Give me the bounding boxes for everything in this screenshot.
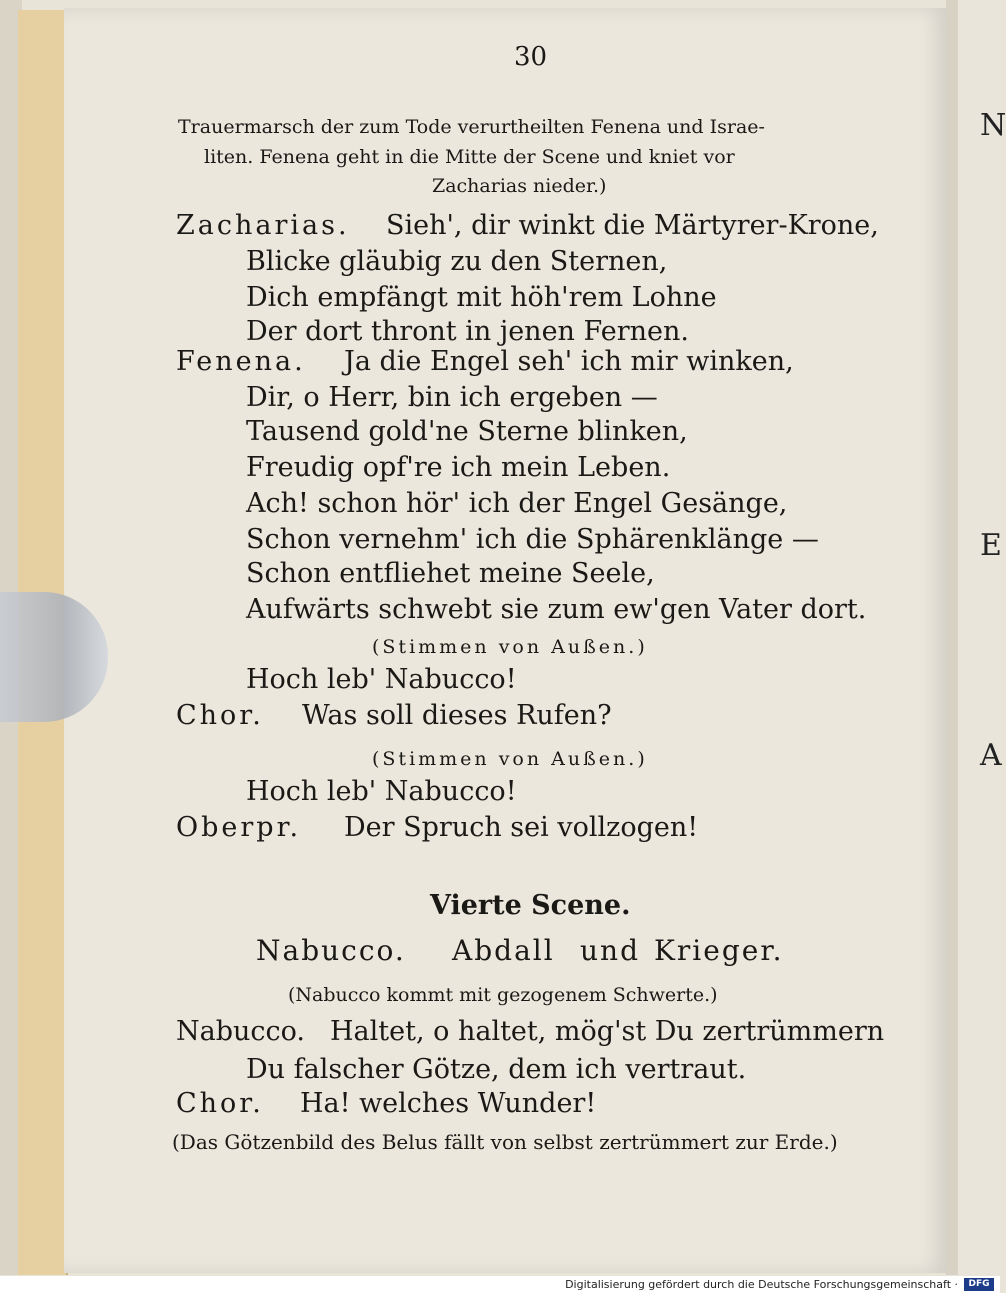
verse-line: Ach! schon hör' ich der Engel Gesänge, <box>246 488 788 519</box>
scene-heading: Vierte Scene. <box>430 890 631 921</box>
stage-direction-line: liten. Fenena geht in die Mitte der Scene und kniet vor <box>204 146 735 168</box>
speaker-name: Chor. <box>176 700 264 731</box>
verse-line: Sieh', dir winkt die Märtyrer-Krone, <box>386 210 879 241</box>
verse-line: Aufwärts schwebt sie zum ew'gen Vater dort. <box>246 594 867 625</box>
verse-line: Ha! welches Wunder! <box>300 1088 597 1119</box>
character-list: Krieger. <box>654 934 784 967</box>
character-list: und <box>580 934 640 967</box>
dfg-logo: DFG <box>964 1278 994 1291</box>
stage-direction: (Das Götzenbild des Belus fällt von selbst zertrümmert zur Erde.) <box>172 1130 838 1154</box>
verse-line: Der dort thront in jenen Fernen. <box>246 316 689 347</box>
verse-line: Freudig opf're ich mein Leben. <box>246 452 671 483</box>
stage-direction-line: Zacharias nieder.) <box>432 175 607 197</box>
next-page-letter: A <box>980 738 1002 773</box>
stage-direction-line: Trauermarsch der zum Tode verurtheilten Fenena und Israe- <box>178 116 765 138</box>
next-page-letter: E <box>980 528 1002 563</box>
next-page-letter: N <box>980 108 1006 143</box>
verse-line: Schon entfliehet meine Seele, <box>246 558 655 589</box>
verse-line: Hoch leb' Nabucco! <box>246 776 517 807</box>
verse-line: Schon vernehm' ich die Sphärenklänge — <box>246 524 819 555</box>
verse-line: Blicke gläubig zu den Sternen, <box>246 246 668 277</box>
verse-line: Der Spruch sei vollzogen! <box>344 812 699 843</box>
speaker-name: Oberpr. <box>176 812 302 843</box>
speaker-name: Nabucco. <box>176 1016 306 1047</box>
page-number: 30 <box>514 42 548 72</box>
stage-direction: (Stimmen von Außen.) <box>372 748 648 770</box>
verse-line: Tausend gold'ne Sterne blinken, <box>246 416 688 447</box>
verse-line: Haltet, o haltet, mög'st Du zertrümmern <box>330 1016 885 1047</box>
verse-line: Hoch leb' Nabucco! <box>246 664 517 695</box>
character-list: Nabucco. <box>256 934 406 967</box>
verse-line: Dich empfängt mit höh'rem Lohne <box>246 282 717 313</box>
footer-credit: Digitalisierung gefördert durch die Deutsche Forschungsgemeinschaft · <box>565 1278 958 1291</box>
speaker-name: Fenena. <box>176 346 306 377</box>
verse-line: Ja die Engel seh' ich mir winken, <box>344 346 794 377</box>
stage-direction: (Stimmen von Außen.) <box>372 636 648 658</box>
next-page-edge <box>958 0 1006 1275</box>
verse-line: Dir, o Herr, bin ich ergeben — <box>246 382 658 413</box>
stage-direction: (Nabucco kommt mit gezogenem Schwerte.) <box>288 984 718 1006</box>
speaker-name: Zacharias. <box>176 210 350 241</box>
verse-line: Du falscher Götze, dem ich vertraut. <box>246 1054 747 1085</box>
speaker-name: Chor. <box>176 1088 264 1119</box>
verse-line: Was soll dieses Rufen? <box>302 700 612 731</box>
digitization-footer <box>0 1276 1000 1293</box>
character-list: Abdall <box>452 934 555 967</box>
